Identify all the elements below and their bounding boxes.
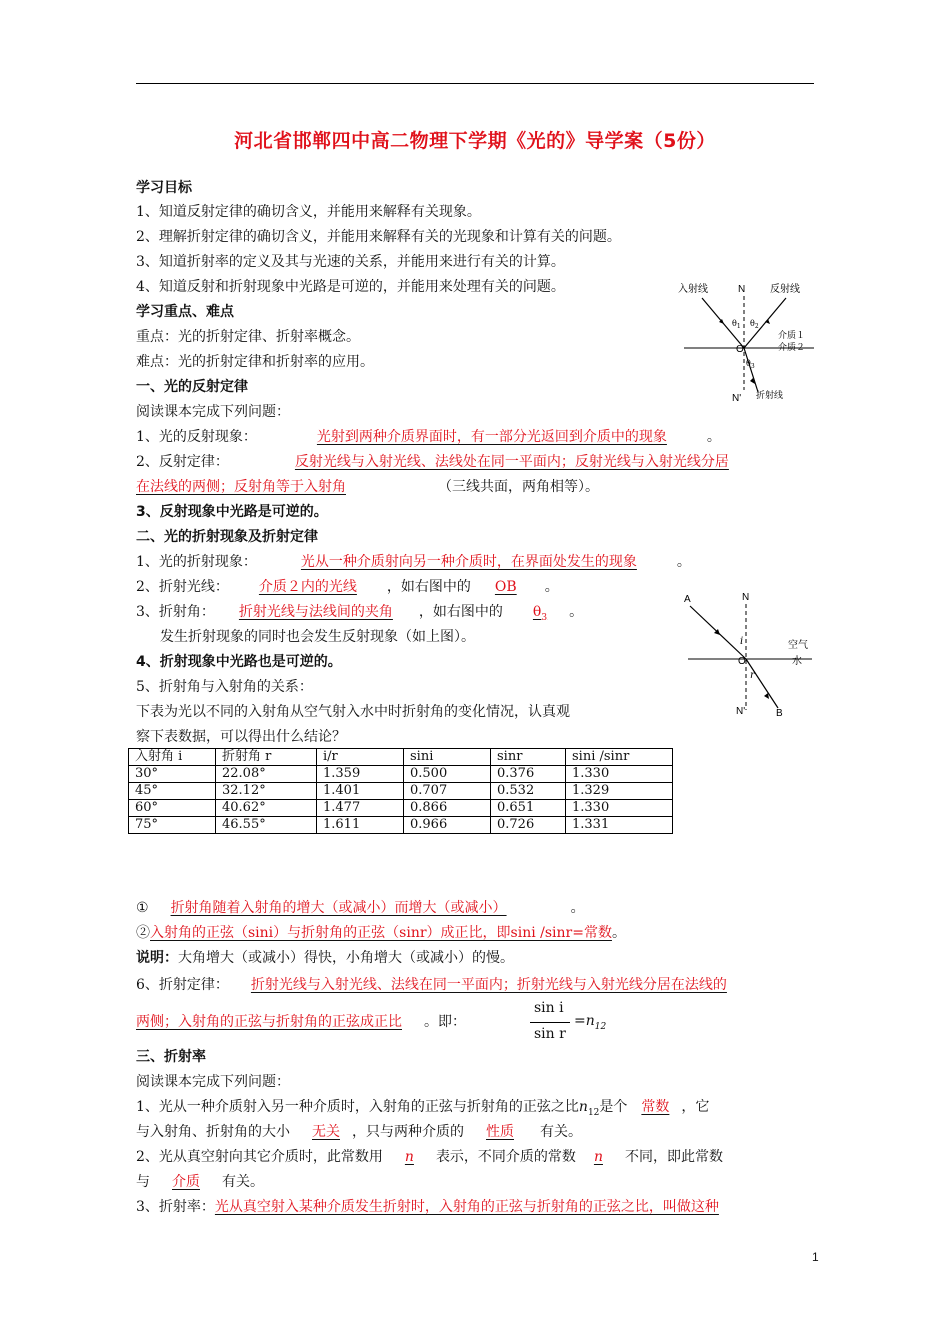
- symbol-sub: 12: [587, 1107, 600, 1118]
- section1-q3: 3、反射现象中光路是可逆的。: [136, 504, 328, 520]
- q-prefix: 1、光的反射现象：: [136, 429, 257, 445]
- origin-label: O: [738, 656, 746, 667]
- q-suffix: 。: [570, 900, 585, 916]
- q-suffix: ，它: [681, 1099, 710, 1115]
- table-cell: 1.401: [317, 783, 404, 800]
- q-suffix: 。即：: [424, 1014, 466, 1030]
- q-suffix: 。: [611, 925, 626, 941]
- goal-item: 3、知道折射率的定义及其与光速的关系，并能用来进行有关的计算。: [136, 254, 565, 270]
- answer-fill: 折射角随着入射角的增大（或减小）而增大（或减小）: [170, 900, 507, 916]
- q-suffix: 有关。: [540, 1124, 582, 1140]
- table-row: [129, 800, 673, 817]
- answer-fill: 光从一种介质射向另一种介质时，在界面处发生的现象: [300, 554, 637, 570]
- q-mid: ，如右图中的: [386, 579, 471, 595]
- medium-label: 水: [792, 656, 802, 667]
- answer-fill: n: [404, 1149, 414, 1165]
- section2-q5: 5、折射角与入射角的关系：: [136, 679, 313, 695]
- q-prefix: 3、折射率：: [136, 1199, 215, 1215]
- answer-fill: 无关: [312, 1124, 340, 1140]
- q-suffix: 不同，即此常数: [624, 1149, 723, 1165]
- q-mid: 表示，不同介质的常数: [435, 1149, 576, 1165]
- origin-label: O: [736, 344, 744, 355]
- table-cell: 0.707: [404, 783, 491, 800]
- section3-q2: [136, 1147, 723, 1167]
- q-prefix: ①: [136, 900, 149, 916]
- arrow-icon: [765, 319, 770, 324]
- table-header-cell: i/r: [317, 749, 404, 766]
- table-cell: 1.359: [317, 766, 404, 783]
- answer-fill: 光射到两种介质界面时，有一部分光返回到介质中的现象: [316, 429, 667, 445]
- table-header-cell: sini /sinr: [566, 749, 673, 766]
- answer-fill: 介质２内的光线: [258, 579, 357, 595]
- table-row: [129, 766, 673, 783]
- table-cell: 0.376: [491, 766, 566, 783]
- medium-label: 空气: [788, 640, 808, 651]
- answer-fill: 反射光线与入射光线、法线处在同一平面内；反射光线与入射光线分居: [294, 454, 729, 470]
- q-suffix: 。: [706, 429, 721, 445]
- answer-fill: 性质: [486, 1124, 514, 1140]
- conclusion-2: [136, 923, 626, 943]
- table-header-cell: sini: [404, 749, 491, 766]
- answer-fill: n: [593, 1149, 603, 1165]
- table-cell: 75°: [129, 817, 216, 834]
- goal-item: 4、知道反射和折射现象中光路是可逆的，并能用来处理有关的问题。: [136, 279, 565, 295]
- table-cell: 0.866: [404, 800, 491, 817]
- note-label: 说明：: [136, 950, 178, 966]
- table-cell: 0.966: [404, 817, 491, 834]
- section2-q5-desc: 察下表数据，可以得出什么结论？: [136, 729, 346, 745]
- table-cell: 1.611: [317, 817, 404, 834]
- q-prefix: 1、光从一种介质射入另一种介质时，入射角的正弦与折射角的正弦之比: [136, 1099, 579, 1115]
- goals-heading: 学习目标: [136, 180, 192, 196]
- section2-heading: 二、光的折射现象及折射定律: [136, 529, 318, 545]
- q-mid: ，只与两种介质的: [352, 1124, 464, 1140]
- goal-item: 1、知道反射定律的确切含义，并能用来解释有关现象。: [136, 204, 481, 220]
- section3-intro: 阅读课本完成下列问题：: [136, 1074, 290, 1090]
- note-text: 大角增大（或减小）得快，小角增大（或减小）的慢。: [178, 950, 514, 966]
- table-cell: 0.500: [404, 766, 491, 783]
- header-rule: [136, 83, 814, 84]
- refraction-law-cont: [136, 1012, 466, 1032]
- page-number: 1: [812, 1250, 819, 1264]
- table-cell: 0.726: [491, 817, 566, 834]
- refraction-law: [136, 975, 727, 995]
- table-header-cell: 入射角 i: [129, 749, 216, 766]
- table-cell: 46.55°: [216, 817, 317, 834]
- section2-q3: [136, 602, 583, 628]
- section1-intro: 阅读课本完成下列问题：: [136, 404, 290, 420]
- keypoint-focus: 重点：光的折射定律、折射率概念。: [136, 329, 360, 345]
- answer-fill: 折射光线与法线间的夹角: [238, 604, 393, 620]
- refracted-ray: [746, 659, 778, 708]
- diagram-label: N: [738, 284, 746, 295]
- diagram-label: 折射线: [756, 391, 784, 401]
- angle-label: i: [740, 636, 744, 647]
- answer-fill: $\theta_3$: [532, 604, 548, 623]
- table-cell: 40.62°: [216, 800, 317, 817]
- answer-fill: 入射角的正弦（sini）与折射角的正弦（sinr）成正比，即sini /sinr=常数: [150, 925, 612, 941]
- table-cell: 0.651: [491, 800, 566, 817]
- medium-label: 介质２: [778, 343, 806, 353]
- section1-heading: 一、光的反射定律: [136, 379, 248, 395]
- q-suffix: 。: [569, 604, 584, 620]
- q-prefix: 3、折射角：: [136, 604, 215, 620]
- snell-formula: [530, 1000, 607, 1048]
- answer-fill: 在法线的两侧；反射角等于入射角: [136, 479, 346, 495]
- section2-q1: [136, 552, 691, 572]
- table-cell: 22.08°: [216, 766, 317, 783]
- answer-fill: 光从真空射入某种介质发生折射时，入射角的正弦与折射角的正弦之比，叫做这种: [214, 1199, 719, 1215]
- formula-denominator: sin r: [534, 1026, 566, 1042]
- conclusion-1: [136, 898, 585, 918]
- angle-label: r: [750, 670, 755, 681]
- table-cell: 0.532: [491, 783, 566, 800]
- refracted-ray: [744, 348, 758, 392]
- q-prefix: 与入射角、折射角的大小: [136, 1124, 290, 1140]
- section1-q2: [136, 452, 729, 472]
- point-label: A: [684, 594, 691, 605]
- q-prefix: 1、光的折射现象：: [136, 554, 257, 570]
- table-cell: 1.330: [566, 800, 673, 817]
- point-label: B: [776, 708, 783, 718]
- section1-q1: [136, 427, 721, 447]
- q-prefix: 6、折射定律：: [136, 977, 229, 993]
- q-suffix: 。: [544, 579, 559, 595]
- section3-q1-cont: [136, 1122, 582, 1142]
- symbol-n: n: [578, 1099, 588, 1115]
- table-cell: 45°: [129, 783, 216, 800]
- note-line: [136, 948, 514, 968]
- angle-label: $\theta_2$: [750, 319, 759, 330]
- section2-q4: 4、折射现象中光路也是可逆的。: [136, 654, 342, 670]
- answer-fill: 折射光线与入射光线、法线在同一平面内；折射光线与入射光线分居在法线的: [250, 977, 727, 993]
- point-label: N': [736, 706, 746, 717]
- section3-heading: 三、折射率: [136, 1049, 206, 1065]
- table-header-row: [129, 749, 673, 766]
- section2-q5-desc: 下表为光以不同的入射角从空气射入水中时折射角的变化情况，认真观: [136, 704, 570, 720]
- table-cell: 32.12°: [216, 783, 317, 800]
- diagram-label: 入射线: [678, 284, 708, 295]
- q-prefix: 与: [136, 1174, 150, 1190]
- fraction-bar: [530, 1022, 570, 1023]
- table-header-cell: 折射角 r: [216, 749, 317, 766]
- table-cell: 60°: [129, 800, 216, 817]
- diagram-label: N': [732, 393, 742, 404]
- formula-rhs: $=n_{12}$: [574, 1013, 607, 1032]
- medium-label: 介质１: [778, 331, 806, 341]
- table-row: [129, 783, 673, 800]
- answer-fill: 介质: [172, 1174, 200, 1190]
- section3-q2-cont: [136, 1172, 264, 1192]
- diagram-label: 反射线: [770, 284, 800, 295]
- angle-label: $\theta_3$: [746, 359, 755, 370]
- keypoints-heading: 学习重点、难点: [136, 304, 234, 320]
- air-water-refraction-diagram: [678, 588, 818, 718]
- q-suffix: （三线共面，两角相等）。: [438, 479, 599, 495]
- q-mid: 是个: [599, 1099, 628, 1115]
- formula-numerator: sin i: [534, 1000, 564, 1016]
- table-header-cell: sinr: [491, 749, 566, 766]
- table-cell: 30°: [129, 766, 216, 783]
- answer-fill: 常数: [641, 1099, 670, 1115]
- answer-fill: 两侧；入射角的正弦与折射角的正弦成正比: [136, 1014, 402, 1030]
- q-suffix: 有关。: [222, 1174, 264, 1190]
- section1-q2-cont: [136, 477, 599, 497]
- table-row: [129, 817, 673, 834]
- refraction-data-table: [128, 748, 673, 834]
- section2-q3-note: 发生折射现象的同时也会发生反射现象（如上图）。: [160, 629, 475, 645]
- table-cell: 1.330: [566, 766, 673, 783]
- goal-item: 2、理解折射定律的确切含义，并能用来解释有关的光现象和计算有关的问题。: [136, 229, 621, 245]
- q-suffix: 。: [676, 554, 691, 570]
- reflection-refraction-diagram: [674, 278, 824, 406]
- table-cell: 1.477: [317, 800, 404, 817]
- q-prefix: 2、光从真空射向其它介质时，此常数用: [136, 1149, 383, 1165]
- q-mid: ，如右图中的: [418, 604, 503, 620]
- point-label: N: [742, 592, 750, 603]
- page-title: 河北省邯郸四中高二物理下学期《光的》导学案（5份）: [234, 130, 716, 152]
- section3-q1: [136, 1097, 709, 1123]
- section2-q2: [136, 577, 559, 597]
- section3-q3: [136, 1197, 719, 1217]
- q-prefix: 2、折射光线：: [136, 579, 229, 595]
- angle-label: $\theta_1$: [732, 319, 741, 330]
- table-cell: 1.329: [566, 783, 673, 800]
- table-cell: 1.331: [566, 817, 673, 834]
- q-prefix: ②: [136, 925, 150, 941]
- answer-fill: OB: [494, 579, 517, 595]
- keypoint-difficulty: 难点：光的折射定律和折射率的应用。: [136, 354, 374, 370]
- q-prefix: 2、反射定律：: [136, 454, 229, 470]
